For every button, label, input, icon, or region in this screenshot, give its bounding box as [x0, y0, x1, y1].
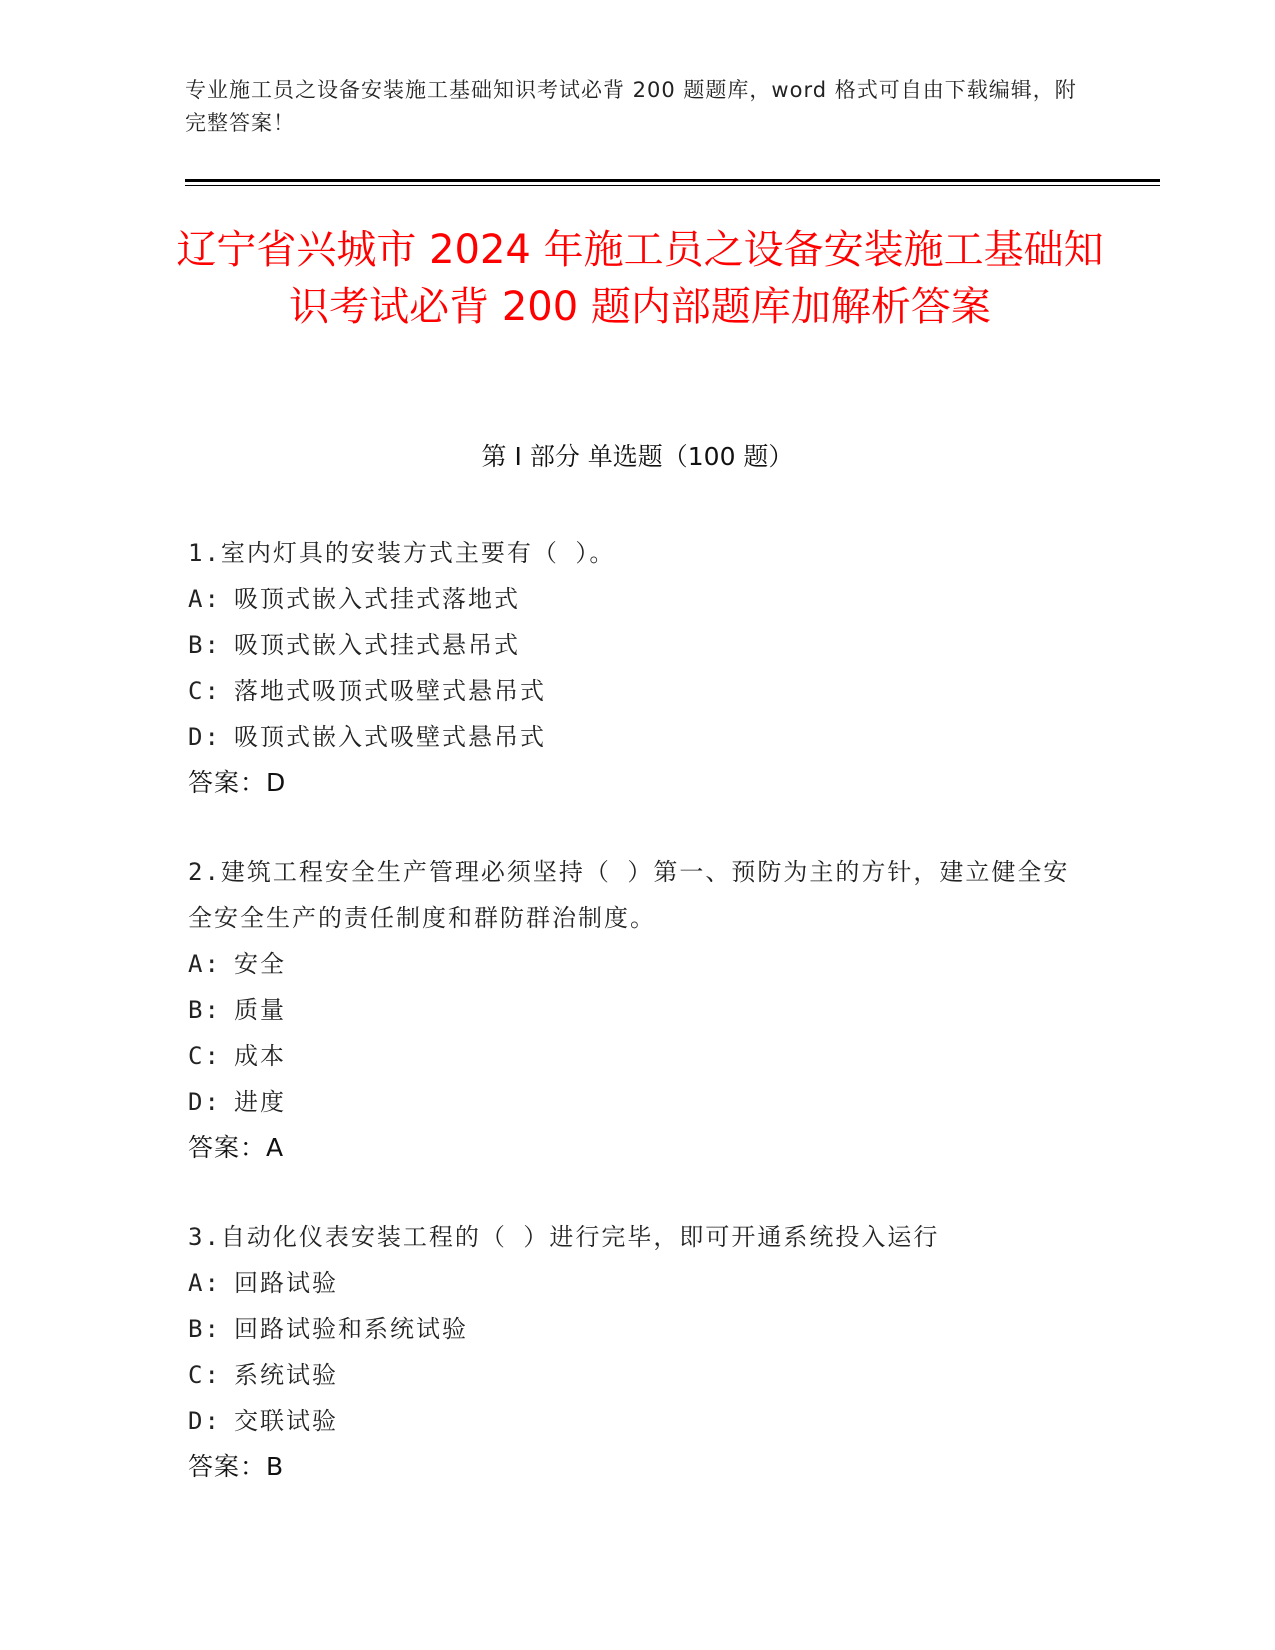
header-rule-thin — [185, 185, 1160, 186]
option-text: 进度 — [234, 1088, 286, 1116]
option-a — [188, 1260, 1088, 1306]
question-answer: 答案：D — [188, 768, 287, 797]
option-b — [188, 622, 1088, 668]
option-d — [188, 1398, 1088, 1444]
option-text: 交联试验 — [234, 1407, 338, 1435]
option-text: 安全 — [234, 950, 286, 978]
question-answer: 答案：A — [188, 1133, 285, 1162]
option-text: 成本 — [234, 1042, 286, 1070]
option-letter: C: — [188, 1042, 221, 1070]
header-rule-thick — [185, 179, 1160, 182]
option-letter: C: — [188, 677, 221, 705]
option-text: 吸顶式嵌入式挂式悬吊式 — [234, 631, 520, 659]
question-stem: 1.室内灯具的安装方式主要有（ ）。 — [188, 539, 616, 567]
question-1 — [188, 530, 1088, 806]
option-text: 吸顶式嵌入式挂式落地式 — [234, 585, 520, 613]
option-letter: B: — [188, 631, 221, 659]
option-letter: D: — [188, 1088, 221, 1116]
question-2 — [188, 849, 1088, 1171]
question-stem: 2.建筑工程安全生产管理必须坚持（ ）第一、预防为主的方针，建立健全安全安全生产的责任制度和群防群治制度。 — [188, 858, 1070, 932]
option-a — [188, 576, 1088, 622]
option-a — [188, 941, 1088, 987]
question-answer: 答案：B — [188, 1452, 285, 1481]
option-text: 质量 — [234, 996, 286, 1024]
option-d — [188, 714, 1088, 760]
option-c — [188, 668, 1088, 714]
section-title: 第 I 部分 单选题（100 题） — [481, 442, 794, 471]
document-title: 辽宁省兴城市 2024 年施工员之设备安装施工基础知识考试必背 200 题内部题库加解析答案 — [176, 227, 1104, 330]
option-c — [188, 1352, 1088, 1398]
question-3 — [188, 1214, 1088, 1490]
option-letter: B: — [188, 1315, 221, 1343]
option-letter: A: — [188, 950, 221, 978]
header-note: 专业施工员之设备安装施工基础知识考试必背 200 题题库，word 格式可自由下载编辑，附完整答案！ — [185, 78, 1077, 135]
option-text: 回路试验 — [234, 1269, 338, 1297]
option-d — [188, 1079, 1088, 1125]
option-letter: C: — [188, 1361, 221, 1389]
option-text: 回路试验和系统试验 — [234, 1315, 468, 1343]
option-b — [188, 987, 1088, 1033]
option-letter: B: — [188, 996, 221, 1024]
option-text: 落地式吸顶式吸壁式悬吊式 — [234, 677, 546, 705]
option-b — [188, 1306, 1088, 1352]
option-letter: A: — [188, 1269, 221, 1297]
option-c — [188, 1033, 1088, 1079]
question-stem: 3.自动化仪表安装工程的（ ）进行完毕，即可开通系统投入运行 — [188, 1223, 940, 1251]
option-letter: A: — [188, 585, 221, 613]
option-letter: D: — [188, 1407, 221, 1435]
option-letter: D: — [188, 723, 221, 751]
question-list — [188, 530, 1088, 1533]
option-text: 吸顶式嵌入式吸壁式悬吊式 — [234, 723, 546, 751]
option-text: 系统试验 — [234, 1361, 338, 1389]
